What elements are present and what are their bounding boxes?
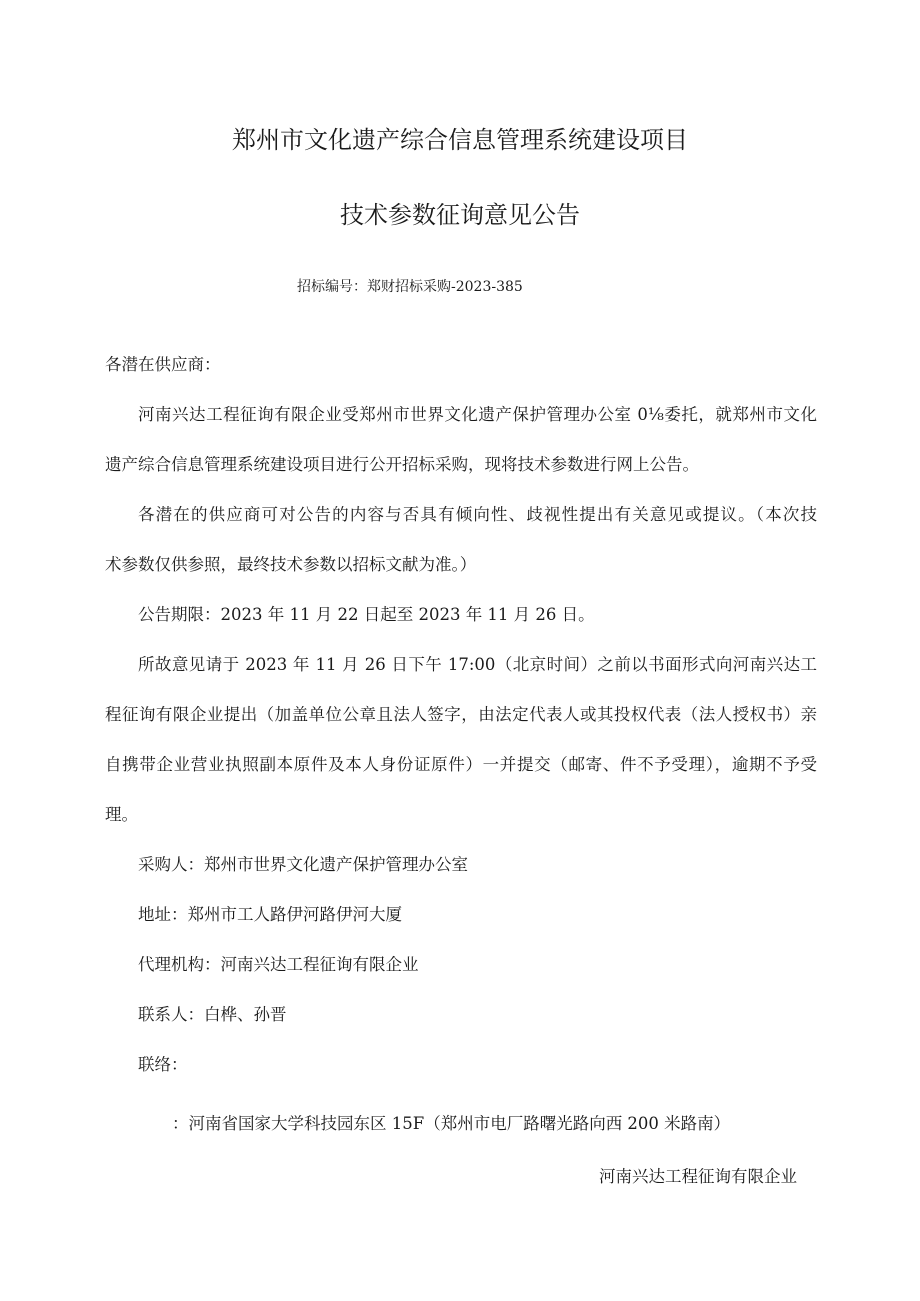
contact-label: 联络：	[138, 1055, 188, 1074]
signature: 河南兴达工程征询有限企业	[599, 1167, 797, 1186]
salutation: 各潜在供应商：	[105, 355, 221, 374]
document-title-line-2: 技术参数征询意见公告	[340, 201, 580, 229]
paragraph-submission	[105, 640, 817, 840]
address: 地址：郑州市工人路伊河路伊河大厦	[138, 905, 402, 924]
paragraph-line: 各潜在的供应商可对公告的内容与否具有倾向性、歧视性提出有关意见或提议。（本次技	[138, 505, 817, 524]
paragraph-notice-period	[105, 590, 817, 640]
bid-number: 招标编号：郑财招标采购-2023-385	[297, 279, 523, 295]
paragraph-commission	[105, 390, 817, 490]
notice-body	[105, 340, 817, 1090]
paragraph-line: 理。	[105, 805, 138, 824]
document-title-line-1: 郑州市文化遗产综合信息管理系统建设项目	[232, 126, 688, 154]
purchaser: 采购人：郑州市世界文化遗产保护管理办公室	[138, 855, 468, 874]
agency: 代理机构：河南兴达工程征询有限企业	[138, 955, 419, 974]
paragraph-line: 所故意见请于 2023 年 11 月 26 日下午 17:00（北京时间）之前以书面形式向河南兴达工	[138, 655, 817, 674]
paragraph-line: 自携带企业营业执照副本原件及本人身份证原件）一并提交（邮寄、件不予受理），逾期不予受	[105, 755, 817, 774]
paragraph-line: 公告期限：2023 年 11 月 22 日起至 2023 年 11 月 26 日。	[138, 605, 595, 624]
paragraph-line: 河南兴达工程征询有限企业受郑州市世界文化遗产保护管理办公室 0⅛委托，就郑州市文化	[138, 405, 817, 424]
paragraph-line: 术参数仅供参照，最终技术参数以招标文献为准。）	[105, 555, 477, 574]
agency-address: ：河南省国家大学科技园东区 15F（郑州市电厂路曙光路向西 200 米路南）	[172, 1114, 731, 1133]
paragraph-line: 程征询有限企业提出（加盖单位公章且法人签字，由法定代表人或其投权代表（法人授权书）亲	[105, 705, 817, 724]
paragraph-opinion-request	[105, 490, 817, 590]
contact-person: 联系人：白桦、孙晋	[138, 1005, 287, 1024]
paragraph-line: 遗产综合信息管理系统建设项目进行公开招标采购，现将技术参数进行网上公告。	[105, 455, 699, 474]
